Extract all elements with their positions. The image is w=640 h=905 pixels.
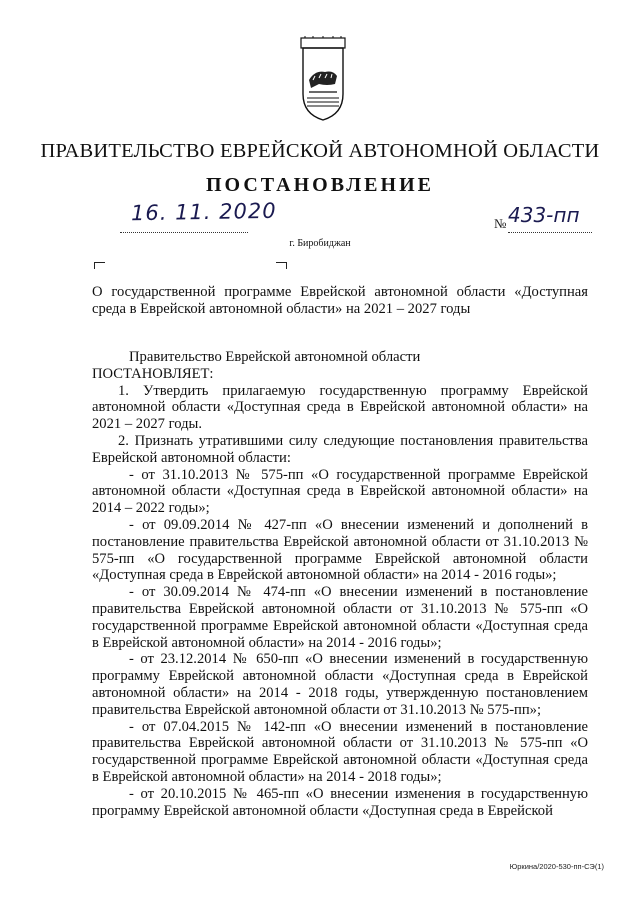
date-underline — [120, 232, 248, 233]
handwritten-number: 433-пп — [508, 203, 580, 227]
coat-of-arms-icon — [297, 36, 349, 122]
item-1: 1. Утвердить прилагаемую государственную программу Еврейской автономной области «Доступная среда в Еврейской автономной области» на 2021 – 2027 годы. — [92, 382, 588, 433]
decree-paragraph: ПОСТАНОВЛЯЕТ: — [92, 365, 214, 382]
repealed-item: - от 20.10.2015 № 465-пп «О внесении изменения в государственную программу Еврейской автономной области «Доступная среда в Еврейской — [92, 785, 588, 819]
repealed-item: - от 07.04.2015 № 142-пп «О внесении изменений в постановление правительства Еврейской автономной области от 31.10.2013 № 575-пп «О государственной программе Еврейской автономной области «Доступная среда в Еврейской автономной области» на 2014 - 2018 годы»; — [92, 718, 588, 785]
footer-code: Юркина/2020-530-пп-СЭ(1) — [509, 862, 604, 871]
government-title: ПРАВИТЕЛЬСТВО ЕВРЕЙСКОЙ АВТОНОМНОЙ ОБЛАСТИ — [40, 140, 600, 162]
document-body — [92, 349, 588, 819]
number-underline — [508, 232, 592, 233]
repealed-item: - от 30.09.2014 № 474-пп «О внесении изменений в постановление правительства Еврейской автономной области от 31.10.2013 № 575-пп «О государственной программе Еврейской автономной области «Доступная среда в Еврейской автономной области» на 2014 - 2016 годы»; — [92, 584, 588, 651]
repealed-item: - от 09.09.2014 № 427-пп «О внесении изменений и дополнений в постановление правительства Еврейской автономной области от 31.10.2013 № 575-пп «О государственной программе Еврейской автономной области «Доступная среда в Еврейской автономной области» на 2014 - 2016 годы»; — [92, 516, 588, 584]
handwritten-date: 16. 11. 2020 — [130, 198, 277, 226]
document-subject: О государственной программе Еврейской автономной области «Доступная среда в Еврейской автономной области» на 2021 – 2027 годы — [92, 284, 588, 317]
item-2: 2. Признать утратившими силу следующие постановления правительства Еврейской автономной области: — [92, 432, 588, 466]
corner-mark-left — [94, 262, 105, 269]
city-label: г. Биробиджан — [289, 238, 351, 249]
number-sign: № — [494, 216, 507, 231]
intro-paragraph: Правительство Еврейской автономной области — [129, 349, 421, 365]
repealed-item: - от 31.10.2013 № 575-пп «О государственной программе Еврейской автономной области «Доступная среда в Еврейской автономной области» на 2014 – 2022 годы»; — [92, 466, 588, 517]
corner-mark-right — [276, 262, 287, 269]
document-type: ПОСТАНОВЛЕНИЕ — [206, 174, 434, 196]
repealed-item: - от 23.12.2014 № 650-пп «О внесении изменений в государственную программу Еврейской автономной области «Доступная среда в Еврейской автономной области» на 2014 - 2018 годы, утвержденную постановлением правительства Еврейской автономной области от 31.10.2013 № 575-пп»; — [92, 651, 588, 718]
